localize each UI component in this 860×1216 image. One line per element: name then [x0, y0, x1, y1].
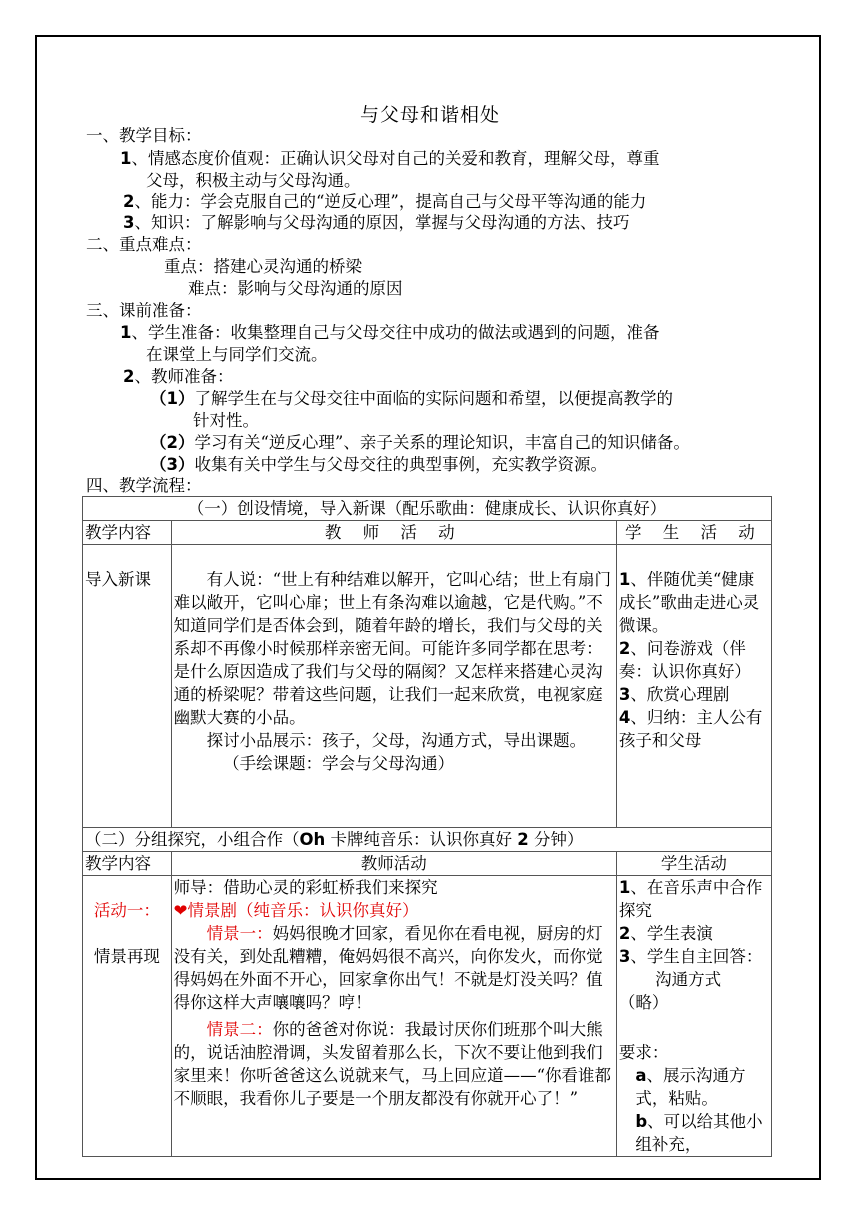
- requirement-a-num: a: [635, 1066, 647, 1085]
- intro-student-4-num: 4: [618, 708, 631, 727]
- activity1-label: 活动一：: [93, 901, 160, 920]
- requirement-a-text: 、展示沟通方式，粘贴。: [635, 1066, 746, 1108]
- activity1-student-3-cont: 沟通方式: [655, 970, 722, 989]
- part1-title-row: [83, 497, 772, 521]
- activity1-student-2-text: 、学生表演: [630, 924, 713, 943]
- intro-student-1: [619, 568, 769, 637]
- objective-3: [123, 212, 629, 234]
- teacher-prep-3: [150, 454, 607, 476]
- intro-student-2-num: 2: [618, 639, 631, 658]
- part2-title-c: 卡牌纯音乐：认识你真好: [325, 830, 518, 849]
- activity1-student-2-num: 2: [618, 924, 631, 943]
- scene2-text: 你的爸爸对你说：我最讨厌你们班那个叫大熊的，说话油腔滑调，头发留着那么长，下次不要让他到我们家里来！你听爸爸这么说就来气，马上回应道——“你看谁都不顺眼，我看你儿子要是一个朋友都没有你就开心了！”: [173, 1020, 612, 1108]
- intro-row: [83, 545, 772, 828]
- intro-student-3: [619, 683, 769, 706]
- activity1-student-1-num: 1: [618, 878, 631, 897]
- header-teacher: 教 师 活 动: [171, 521, 616, 545]
- objective-3-text: 、知识：了解影响与父母沟通的原因，掌握与父母沟通的方法、技巧: [134, 213, 630, 232]
- intro-student-cell: [616, 545, 771, 828]
- activity1-student-cell: [616, 876, 771, 1157]
- part2-title-e: 分钟）: [528, 830, 584, 849]
- activity1-content-cell: [83, 876, 172, 1157]
- requirement-b-text: 、可以给其他小组补充，: [635, 1112, 763, 1154]
- part2-title-a: （二）分组探究，小组合作（: [85, 830, 300, 849]
- objective-2-text: 、能力：学会克服自己的“逆反心理”，提高自己与父母平等沟通的能力: [134, 192, 647, 211]
- intro-student-3-text: 、欣赏心理剧: [630, 685, 730, 704]
- scene1: [174, 922, 614, 1014]
- header2-student: 学生活动: [616, 852, 771, 876]
- activity1-topic: 情景再现: [93, 947, 160, 966]
- activity1-student-2: [619, 922, 769, 945]
- intro-teacher-p2: 探讨小品展示：孩子，父母，沟通方式，导出课题。: [206, 731, 587, 750]
- requirement-a: [619, 1064, 769, 1110]
- scene2: [174, 1018, 614, 1110]
- teacher-prep-1-cont: 针对性。: [193, 411, 259, 430]
- drama-music: （纯音乐：认识你真好）: [236, 901, 419, 920]
- requirement-b-num: b: [635, 1112, 648, 1131]
- activity1-student-1-text: 、在音乐声中合作探究: [618, 878, 763, 920]
- header-content: 教学内容: [83, 521, 172, 545]
- requirement-b: [619, 1110, 769, 1156]
- intro-teacher-p1: 有人说：“世上有种结难以解开，它叫心结；世上有扇门难以敞开，它叫心扉；世上有条沟难以逾越，它是代购。”不知道同学们是否体会到，随着年龄的增长，我们与父母的关系却不再像小时候那样亲密无间。可能许多同学都在思考：是什么原因造成了我们与父母的隔阂？又怎样来搭建心灵沟通的桥梁呢？带着这些问题，让我们一起来欣赏，电视家庭幽默大赛的小品。: [173, 570, 612, 727]
- student-prep-text: 、学生准备：收集整理自己与父母交往中成功的做法或遇到的问题，准备: [131, 323, 660, 342]
- objective-2: [123, 191, 646, 213]
- activity1-student-3-text: 、学生自主回答：: [630, 947, 763, 966]
- student-prep: [120, 322, 659, 344]
- key-point: 重点：搭建心灵沟通的桥梁: [164, 257, 362, 276]
- objective-3-num: 3: [123, 213, 135, 232]
- objective-1-cont: 父母，积极主动与父母沟通。: [146, 171, 361, 190]
- header2-content: 教学内容: [83, 852, 172, 876]
- intro-student-2-text: 、问卷游戏（伴奏：认识你真好）: [618, 639, 751, 681]
- objective-1-num: 1: [120, 149, 132, 168]
- activity1-student-3: [619, 945, 769, 968]
- student-prep-num: 1: [120, 323, 132, 342]
- intro-teacher-p3: （手绘课题：学会与父母沟通）: [223, 754, 455, 773]
- section3-heading: 三、课前准备：: [86, 301, 202, 320]
- objective-2-num: 2: [123, 192, 135, 211]
- activity1-student-1: [619, 876, 769, 922]
- header-row-2: [83, 852, 772, 876]
- requirements-label: 要求：: [618, 1043, 669, 1062]
- part2-title: [83, 828, 772, 852]
- activity1-drama: [174, 899, 614, 922]
- intro-student-1-text: 、伴随优美“健康成长”歌曲走进心灵微课。: [618, 570, 760, 635]
- header-student: 学 生 活 动: [616, 521, 771, 545]
- teacher-prep-2-num: （2）: [150, 433, 195, 452]
- part2-title-b: Oh: [299, 830, 326, 849]
- teacher-prep-1-num: （1）: [150, 389, 195, 408]
- teacher-prep-num: 2: [123, 367, 135, 386]
- intro-student-2: [619, 637, 769, 683]
- scene1-label: 情景一：: [206, 924, 273, 943]
- objective-1-text: 、情感态度价值观：正确认识父母对自己的关爱和教育，理解父母，尊重: [131, 149, 660, 168]
- activity1-guide: 师导：借助心灵的彩虹桥我们来探究: [173, 878, 438, 897]
- teacher-prep-3-num: （3）: [150, 455, 195, 474]
- scene2-label: 情景二：: [206, 1020, 273, 1039]
- intro-student-4-text: 、归纳：主人公有孩子和父母: [618, 708, 763, 750]
- part2-title-d: 2: [517, 830, 529, 849]
- teacher-prep-text: 、教师准备：: [134, 367, 234, 386]
- intro-student-4: [619, 706, 769, 752]
- section1-heading: 一、教学目标：: [86, 126, 202, 145]
- header-row-1: [83, 521, 772, 545]
- intro-content: 导入新课: [83, 545, 172, 828]
- teacher-prep-2-text: 学习有关“逆反心理”、亲子关系的理论知识，丰富自己的知识储备。: [194, 433, 690, 452]
- teacher-prep: [123, 366, 233, 388]
- teacher-prep-2: [150, 432, 690, 454]
- scene1-text: 妈妈很晚才回家，看见你在看电视，厨房的灯没有关，到处乱糟糟，俺妈妈很不高兴，向你发火，而你觉得妈妈在外面不开心，回家拿你出气！不就是灯没关吗？值得你这样大声嚷嚷吗？哼！: [173, 924, 603, 1012]
- heart-icon: ❤: [173, 901, 188, 920]
- student-prep-cont: 在课堂上与同学们交流。: [146, 345, 328, 364]
- drama-label: 情景剧: [187, 901, 237, 920]
- teacher-prep-1-text: 了解学生在与父母交往中面临的实际问题和希望，以便提高教学的: [194, 389, 673, 408]
- intro-student-1-num: 1: [618, 570, 631, 589]
- document-title: 与父母和谐相处: [359, 104, 500, 126]
- intro-teacher-cell: [171, 545, 616, 828]
- section4-heading: 四、教学流程：: [86, 476, 202, 495]
- activity1-row: [83, 876, 772, 1157]
- lesson-flow-table: [82, 496, 772, 1157]
- activity1-student-3-num: 3: [618, 947, 631, 966]
- intro-student-3-num: 3: [618, 685, 631, 704]
- teacher-prep-3-text: 收集有关中学生与父母交往的典型事例，充实教学资源。: [194, 455, 607, 474]
- part2-title-row: [83, 828, 772, 852]
- header2-teacher: 教师活动: [171, 852, 616, 876]
- objective-1: [120, 148, 659, 170]
- teacher-prep-1: [150, 388, 673, 410]
- activity1-student-3-more: （略）: [618, 993, 669, 1012]
- part1-title: （一）创设情境，导入新课（配乐歌曲：健康成长、认识你真好）: [83, 497, 772, 521]
- activity1-teacher-cell: [171, 876, 616, 1157]
- difficult-point: 难点：影响与父母沟通的原因: [188, 279, 403, 298]
- section2-heading: 二、重点难点：: [86, 235, 202, 254]
